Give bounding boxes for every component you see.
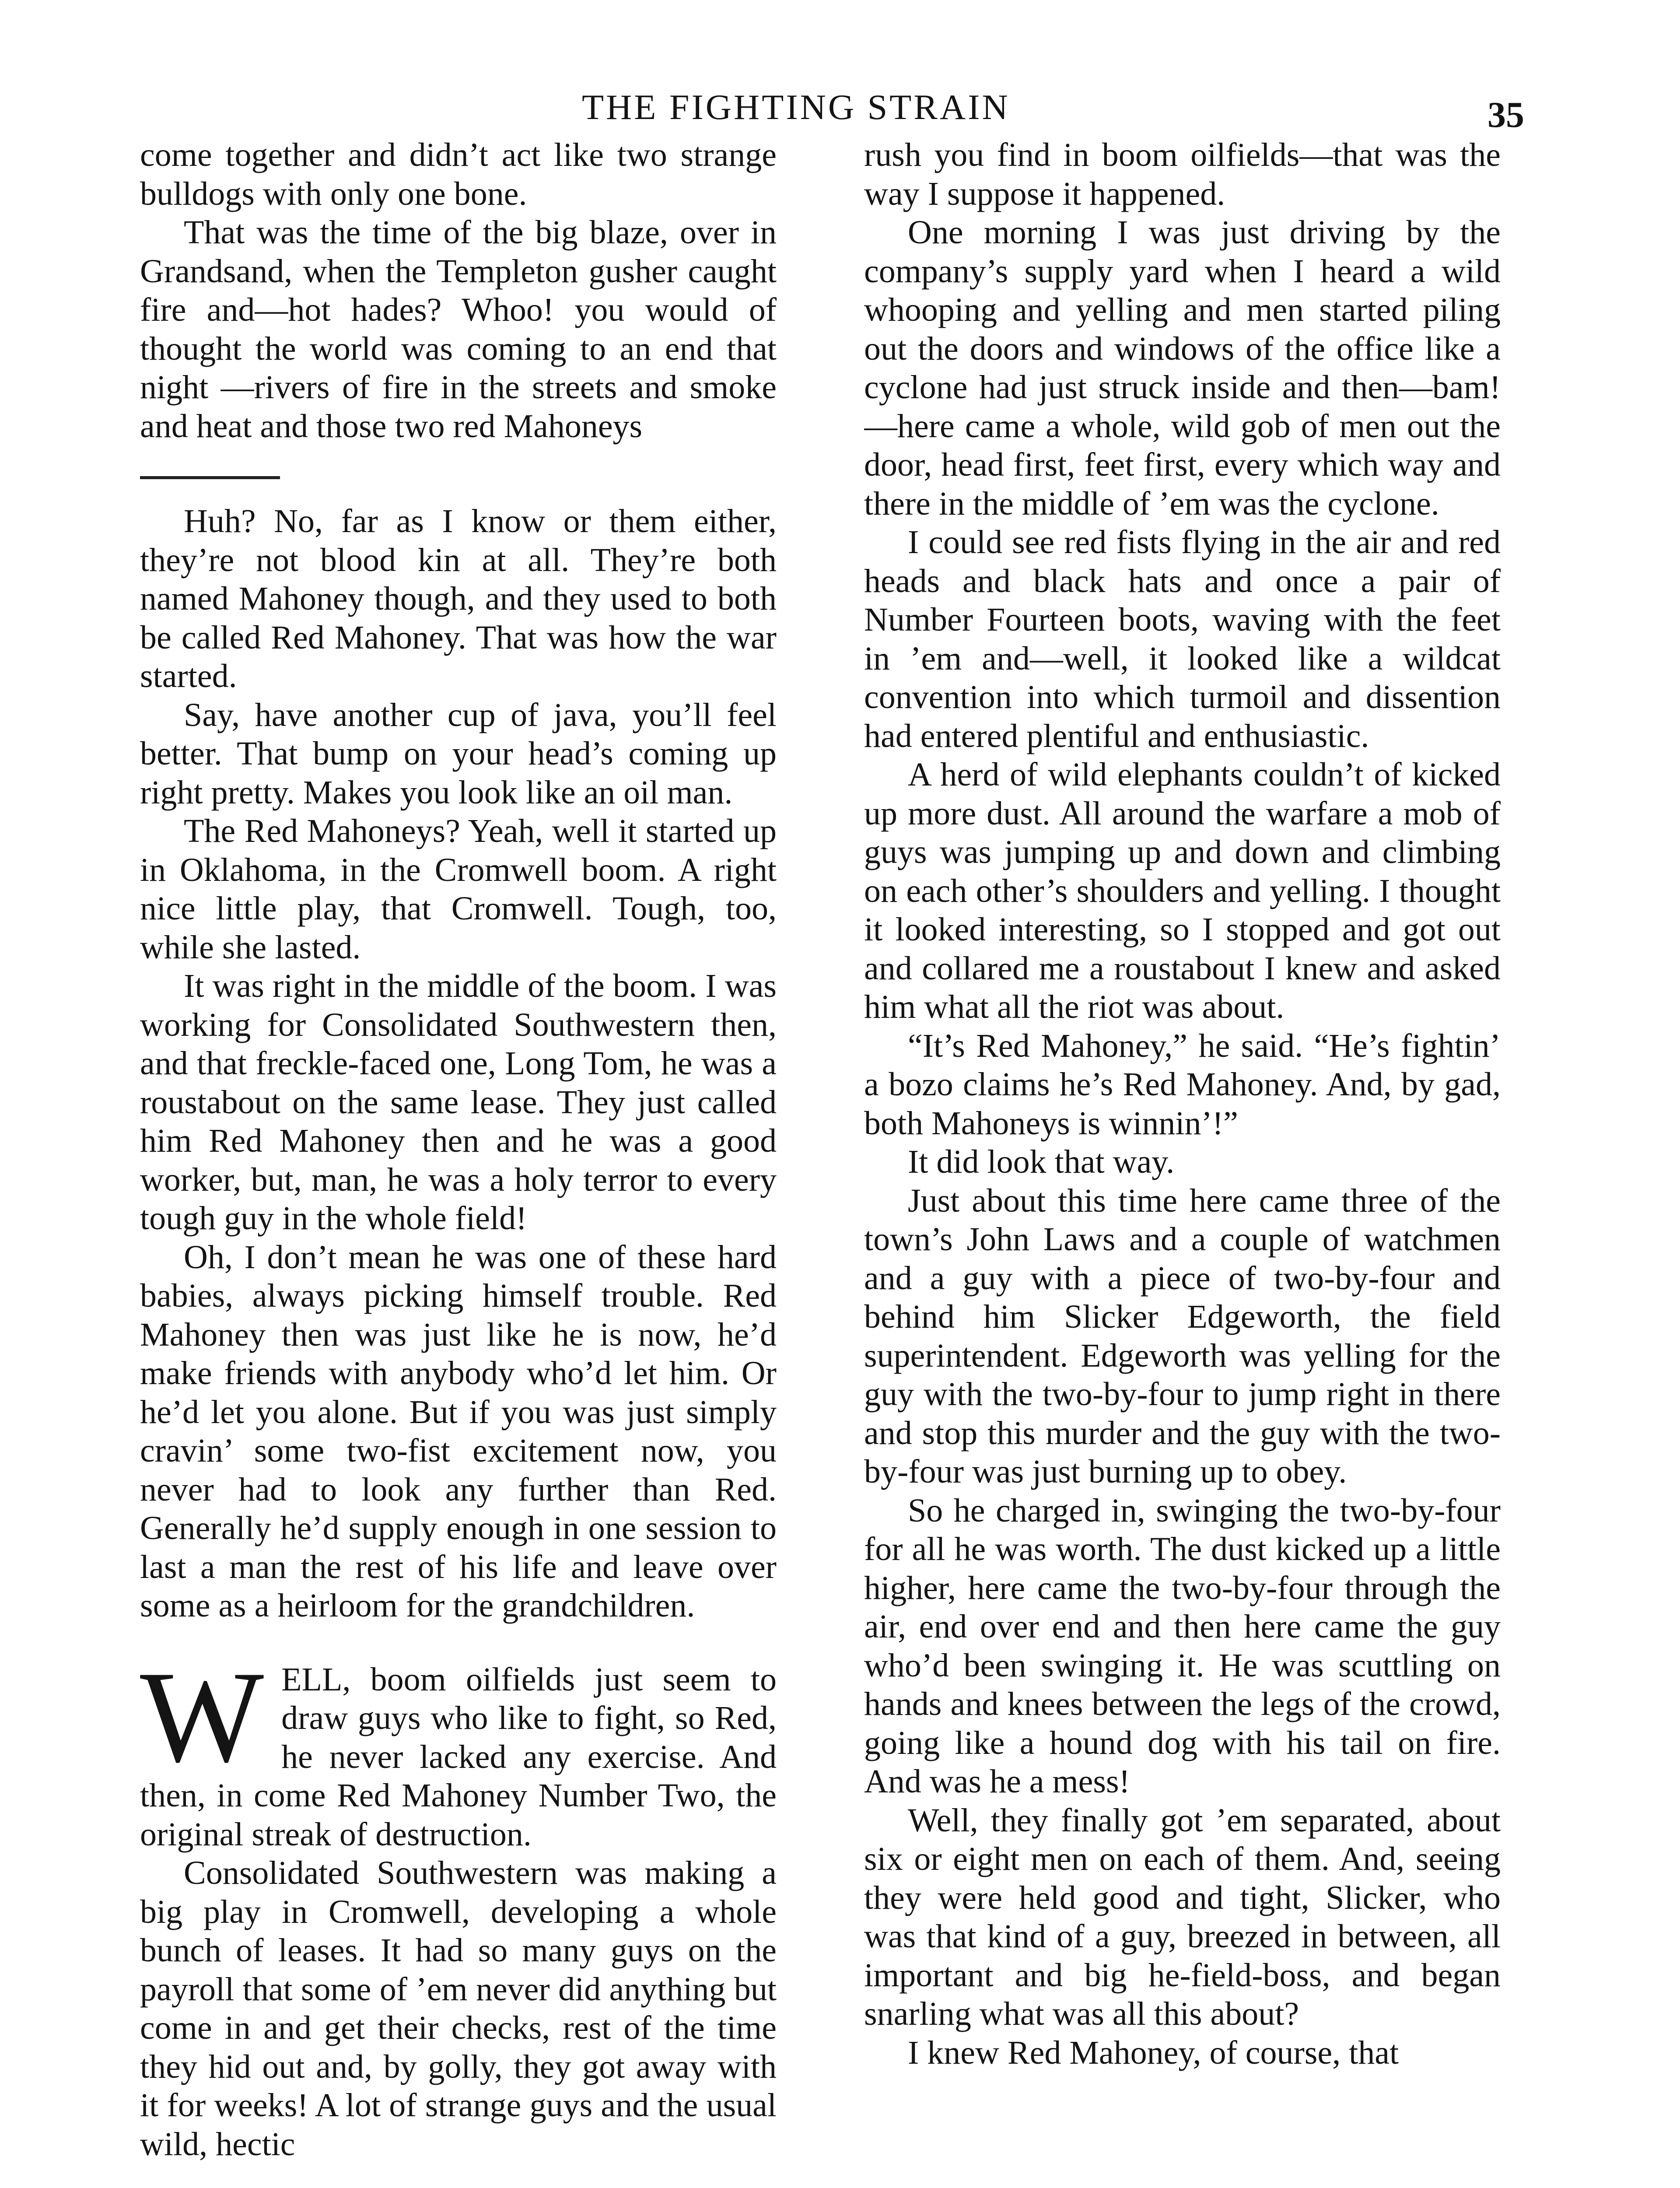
paragraph: Huh? No, far as I know or them either, they’re not blood kin at all. They’re both named Mahoney though, and they used to both be called Red Mahoney. That was how the war started. xyxy=(140,503,777,694)
paragraph: Consolidated Southwestern was making a big play in Cromwell, developing a whole bunch of leases. It had so many guys on the payroll that some of ’em never did anything but come in and get their checks, rest of the time they hid out and, by golly, they got away with it for weeks! A lot of strange guys and the usual wild, hectic xyxy=(140,1855,777,2163)
right-column xyxy=(864,136,1501,2188)
dropcap-paragraph xyxy=(140,1644,777,1854)
paragraph: It did look that way. xyxy=(908,1143,1175,1180)
page-number: 35 xyxy=(1488,95,1524,135)
paragraph: Say, have another cup of java, you’ll feel better. That bump on your head’s coming up right pretty. Makes you look like an oil man. xyxy=(140,696,777,811)
paragraph: rush you find in boom oilfields—that was the way I suppose it happened. xyxy=(864,137,1501,212)
paragraph: The Red Mahoneys? Yeah, well it started up in Oklahoma, in the Cromwell boom. A right nice little play, that Cromwell. Tough, too, while she lasted. xyxy=(140,813,777,966)
paragraph: That was the time of the big blaze, over in Grandsand, when the Templeton gusher caught fire and—hot hades? Whoo! you would of thought the world was coming to an end that night —rivers of fire in the streets and smoke and heat and those two red Mahoneys xyxy=(140,214,777,445)
page-header xyxy=(0,83,1680,135)
drop-cap: W xyxy=(140,1644,264,1789)
section-divider xyxy=(140,476,280,479)
paragraph: Oh, I don’t mean he was one of these hard babies, always picking himself trouble. Red Mahoney then was just like he is now, he’d make friends with anybody who’d let him. Or he’d let you alone. But if you was just simply cravin’ some two-fist excitement now, you never had to look any further than Red. Generally he’d supply enough in one session to last a man the rest of his life and leave over some as a heirloom for the grandchildren. xyxy=(140,1238,777,1624)
paragraph: I could see red fists flying in the air and red heads and black hats and once a pair of Number Fourteen boots, waving with the feet in ’em and—well, it looked like a wildcat convention into which turmoil and dissention had entered plentiful and enthusiastic. xyxy=(864,524,1501,754)
paragraph: So he charged in, swinging the two-by-four for all he was worth. The dust kicked up a little higher, here came the two-by-four through the air, end over end and then here came the guy who’d been swinging it. He was scuttling on hands and knees between the legs of the crowd, going like a hound dog with his tail on fire. And was he a mess! xyxy=(864,1492,1501,1800)
paragraph: One morning I was just driving by the company’s supply yard when I heard a wild whooping and yelling and men started piling out the doors and windows of the office like a cyclone had just struck inside and then—bam!—here came a whole, wild gob of men out the door, head first, feet first, every which way and there in the middle of ’em was the cyclone. xyxy=(864,214,1501,522)
paragraph: It was right in the middle of the boom. I was working for Consolidated Southwestern then, and that freckle-faced one, Long Tom, he was a roustabout on the same lease. They just called him Red Mahoney then and he was a good worker, but, man, he was a holy terror to every tough guy in the whole field! xyxy=(140,968,777,1237)
paragraph: Just about this time here came three of the town’s John Laws and a couple of watchmen and a guy with a piece of two-by-four and behind him Slicker Edgeworth, the field superintendent. Edgeworth was yelling for the guy with the two-by-four to jump right in there and stop this murder and the guy with the two-by-four was just burning up to obey. xyxy=(864,1182,1501,1490)
paragraph: “It’s Red Mahoney,” he said. “He’s fightin’ a bozo claims he’s Red Mahoney. And, by gad, both Mahoneys is winnin’!” xyxy=(864,1027,1501,1142)
running-title: THE FIGHTING STRAIN xyxy=(582,87,1010,127)
paragraph: Well, they finally got ’em separated, about six or eight men on each of them. And, seeing they were held good and tight, Slicker, who was that kind of a guy, breezed in between, all important and big he-field-boss, and began snarling what was all this about? xyxy=(864,1802,1501,2032)
dropcap-paragraph-text: ELL, boom oilfields just seem to draw guys who like to fight, so Red, he never lacked any exercise. And then, in come Red Mahoney Number Two, the original streak of destruction. xyxy=(140,1661,777,1853)
left-column xyxy=(140,136,777,2188)
paragraph: I knew Red Mahoney, of course, that xyxy=(908,2034,1399,2071)
paragraph: come together and didn’t act like two strange bulldogs with only one bone. xyxy=(140,137,777,212)
paragraph: A herd of wild elephants couldn’t of kicked up more dust. All around the warfare a mob of guys was jumping up and down and climbing on each other’s shoulders and yelling. I thought it looked interesting, so I stopped and got out and collared me a roustabout I knew and asked him what all the riot was about. xyxy=(864,756,1501,1025)
